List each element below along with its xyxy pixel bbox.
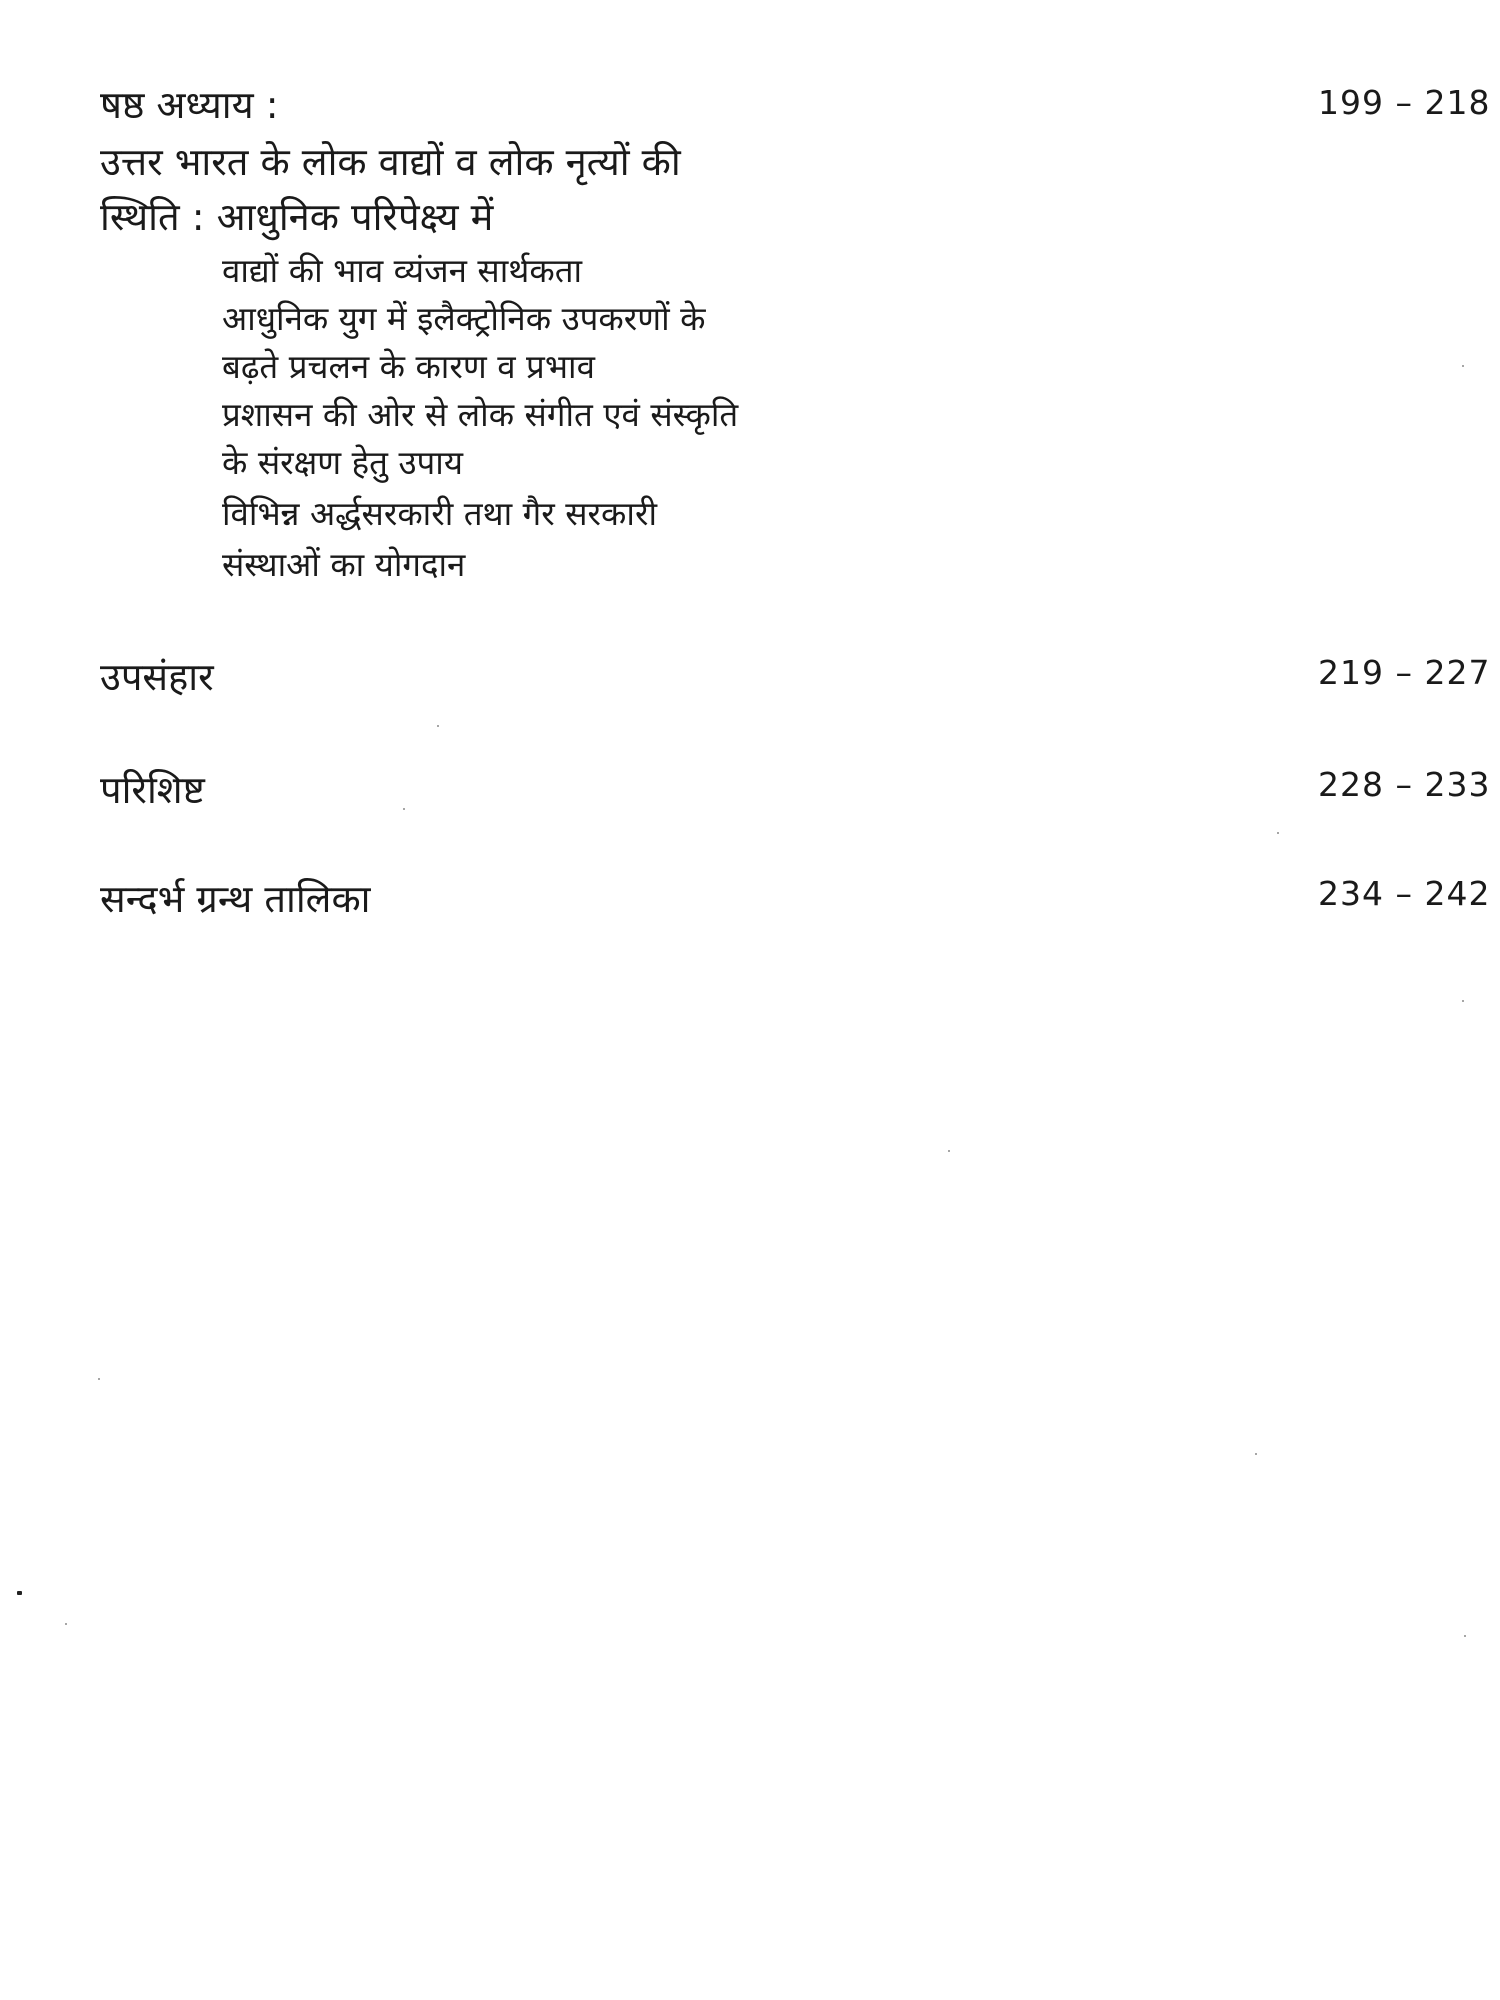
subsection-line: संस्थाओं का योगदान — [222, 545, 466, 584]
toc-entry-parishisht-pages: 228 – 233 — [1318, 765, 1491, 804]
scan-speck — [1464, 1635, 1466, 1637]
scan-speck — [1277, 832, 1279, 834]
scan-speck — [437, 725, 439, 727]
subsection-line: विभिन्न अर्द्धसरकारी तथा गैर सरकारी — [222, 494, 657, 533]
scan-speck — [1462, 1000, 1464, 1002]
scan-speck — [1255, 1453, 1257, 1455]
chapter-label: षष्ठ अध्याय : — [100, 83, 279, 127]
scan-speck — [17, 1591, 22, 1595]
subsection-line: आधुनिक युग में इलैक्ट्रोनिक उपकरणों के — [222, 299, 706, 338]
toc-entry-sandarbh-granth-pages: 234 – 242 — [1318, 874, 1491, 913]
toc-entry-sandarbh-granth: सन्दर्भ ग्रन्थ तालिका — [100, 877, 371, 921]
scan-speck — [948, 1150, 950, 1152]
chapter-title-line-1: उत्तर भारत के लोक वाद्यों व लोक नृत्यों की — [100, 140, 681, 184]
toc-entry-upsanhar: उपसंहार — [100, 655, 214, 699]
toc-entry-parishisht: परिशिष्ट — [100, 768, 205, 812]
chapter-title-line-2: स्थिति : आधुनिक परिपेक्ष्य में — [100, 195, 494, 239]
scan-speck — [65, 1623, 67, 1625]
subsection-line: प्रशासन की ओर से लोक संगीत एवं संस्कृति — [222, 395, 739, 434]
chapter-page-range: 199 – 218 — [1318, 83, 1491, 122]
scan-speck — [98, 1378, 100, 1380]
toc-entry-upsanhar-pages: 219 – 227 — [1318, 653, 1491, 692]
scan-speck — [403, 808, 405, 810]
scan-speck — [1462, 365, 1464, 367]
subsection-line: वाद्यों की भाव व्यंजन सार्थकता — [222, 251, 583, 290]
subsection-line: बढ़ते प्रचलन के कारण व प्रभाव — [222, 347, 595, 386]
subsection-line: के संरक्षण हेतु उपाय — [222, 443, 463, 482]
